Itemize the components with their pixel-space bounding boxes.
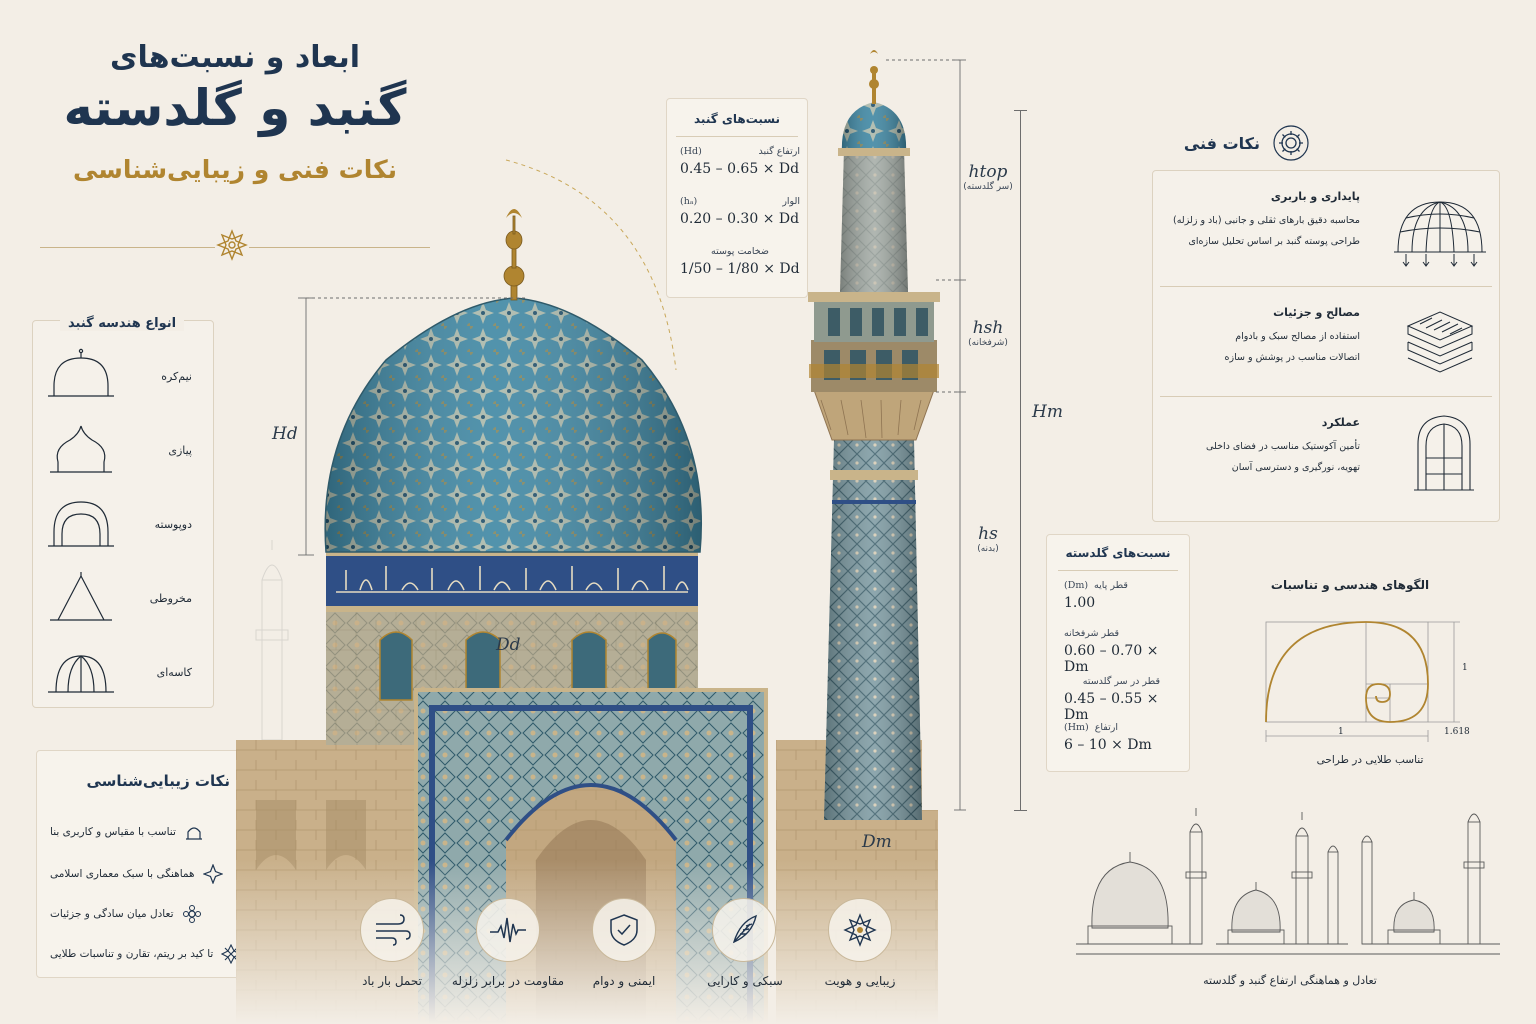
tech-item-line: استفاده از مصالح سبک و بادوام <box>1235 331 1360 342</box>
tech-item-line: طراحی پوسته گنبد بر اساس تحلیل سازه‌ای <box>1188 236 1360 247</box>
seismic-wave-icon <box>488 912 528 948</box>
minaret-ratio-row <box>1064 580 1180 611</box>
dome-type-row <box>40 644 210 704</box>
bowl-dome-icon <box>46 644 116 700</box>
golden-label-1: 1 <box>1462 663 1468 673</box>
feature-circle <box>476 898 540 962</box>
dome-types-title: انواع هندسه گنبد <box>60 316 184 331</box>
aesthetics-title: نکات زیبایی‌شناسی <box>86 772 230 790</box>
ratio-symbol: (Dm) <box>1064 580 1089 591</box>
onion-dome-icon <box>46 422 116 478</box>
feature-label: ایمنی و دوام <box>592 974 656 988</box>
aesthetic-item-label: تناسب با مقیاس و کاربری بنا <box>50 826 176 838</box>
htop-symbol: htop <box>968 162 1008 182</box>
feather-icon <box>726 912 762 948</box>
tech-item <box>1160 416 1360 473</box>
dd-label: Dd <box>496 635 521 655</box>
feature-label: سبکی و کارایی <box>707 974 783 988</box>
ratio-label: ضخامت پوسته <box>710 246 769 257</box>
dome-ratio-row <box>680 246 800 277</box>
dome-ratio-row <box>680 146 800 177</box>
ratio-formula: 0.45 – 0.55 × Dm <box>1064 691 1159 723</box>
hm-dimension-line <box>1020 110 1021 810</box>
tech-item-heading: عملکرد <box>1321 416 1360 429</box>
hm-tick-bottom <box>1014 810 1027 811</box>
hs-label <box>960 524 1016 554</box>
ratio-label: الوار <box>782 196 800 207</box>
ratio-formula: 1.00 <box>1064 595 1096 611</box>
technical-title: نکات فنی <box>1183 133 1260 153</box>
aesthetic-item-label: تعادل میان سادگی و جزئیات <box>50 908 174 920</box>
dm-label: Dm <box>862 832 892 852</box>
ratio-label: قطر پایه <box>1094 580 1128 591</box>
golden-label-1b: 1 <box>1338 727 1344 737</box>
dome-ratio-divider <box>676 136 798 137</box>
minaret-ratio-row <box>1064 676 1180 723</box>
hs-sub: (بدنه) <box>977 544 999 554</box>
tech-divider <box>1160 396 1492 397</box>
title-top: ابعاد و نسبت‌های <box>109 40 361 75</box>
feature-label: تحمل بار باد <box>362 974 422 988</box>
tech-item <box>1160 306 1360 363</box>
tech-item <box>1160 190 1360 247</box>
golden-spiral-diagram <box>1256 612 1476 752</box>
dome-type-label: نیم‌کره <box>161 370 192 383</box>
dome-type-row <box>40 422 210 482</box>
double-shell-dome-icon <box>46 496 116 552</box>
ratio-symbol: (Hd) <box>680 146 702 157</box>
htop-label <box>960 162 1016 192</box>
balance-sketch <box>1072 802 1504 962</box>
ratio-symbol: (hₐ) <box>680 196 698 207</box>
hm-label: Hm <box>1032 402 1063 422</box>
feature-label: مقاومت در برابر زلزله <box>451 974 565 988</box>
dome-type-row <box>40 496 210 556</box>
dome-type-row <box>40 570 210 630</box>
hemisphere-dome-icon <box>46 348 116 404</box>
ratio-label: قطر شرفخانه <box>1064 628 1120 639</box>
hm-tick-top <box>1014 110 1027 111</box>
material-layers-icon <box>1402 306 1478 380</box>
ratio-symbol: (Hm) <box>1064 722 1089 733</box>
ratio-label: ارتفاع <box>1094 722 1118 733</box>
ratio-label: قطر در سر گلدسته <box>1082 676 1160 687</box>
aesthetic-item-label: هماهنگی با سبک معماری اسلامی <box>50 868 195 880</box>
ratio-formula: 0.60 – 0.70 × Dm <box>1064 643 1159 675</box>
tech-item-line: تهویه، نورگیری و دسترسی آسان <box>1231 462 1360 473</box>
wind-icon <box>372 912 412 948</box>
page-subtitle: نکات فنی و زیبایی‌شناسی <box>72 155 398 184</box>
dome-type-label: مخروطی <box>149 592 192 605</box>
ratio-label: ارتفاع گنبد <box>758 146 800 157</box>
technical-header <box>1170 124 1310 162</box>
hs-symbol: hs <box>978 524 998 544</box>
aesthetic-item-label: تا کید بر ریتم، تقارن و تناسبات طلایی <box>50 948 214 960</box>
tech-item-line: تأمین آکوستیک مناسب در فضای داخلی <box>1206 441 1360 452</box>
conical-dome-icon <box>46 570 116 626</box>
hd-label: Hd <box>272 424 298 444</box>
minaret-ratio-row <box>1064 628 1180 675</box>
dome-type-label: کاسه‌ای <box>156 666 192 679</box>
minaret-ratio-divider <box>1058 570 1178 571</box>
tech-divider <box>1160 286 1492 287</box>
arched-window-icon <box>1414 414 1474 494</box>
balance-caption: تعادل و هماهنگی ارتفاع گنبد و گلدسته <box>1203 974 1377 987</box>
dome-ratio-row <box>680 196 800 227</box>
star-ornament-icon <box>842 912 878 948</box>
minaret-ratios-title: نسبت‌های گلدسته <box>1065 546 1171 560</box>
hsh-sub: (شرفخانه) <box>968 338 1008 348</box>
golden-label-1618: 1.618 <box>1444 727 1470 737</box>
feature-circle <box>360 898 424 962</box>
dome-type-label: دوپوسته <box>154 518 192 531</box>
shield-check-icon <box>606 912 642 948</box>
flower-icon <box>182 904 202 924</box>
tech-item-heading: مصالح و جزئیات <box>1273 306 1360 319</box>
minaret-ratio-row <box>1064 722 1180 753</box>
ratio-formula: 0.20 – 0.30 × Dd <box>680 211 800 227</box>
golden-caption: تناسب طلایی در طراحی <box>1316 754 1424 766</box>
htop-sub: (سر گلدسته) <box>963 182 1013 192</box>
ratio-formula: 0.45 – 0.65 × Dd <box>680 161 800 177</box>
tech-item-line: اتصالات مناسب در پوشش و سازه <box>1224 352 1360 363</box>
ratio-formula: 6 – 10 × Dm <box>1064 737 1152 753</box>
hsh-symbol: hsh <box>972 318 1004 338</box>
feature-circle <box>712 898 776 962</box>
feature-circle <box>828 898 892 962</box>
pavilion-icon <box>184 822 204 842</box>
feature-label: زیبایی و هویت <box>824 974 896 988</box>
dome-ratios-title: نسبت‌های گنبد <box>693 112 781 126</box>
mosque-illustration <box>236 40 1016 1024</box>
gear-icon <box>1272 124 1310 162</box>
feature-circle <box>592 898 656 962</box>
tech-item-line: محاسبه دقیق بارهای ثقلی و جانبی (باد و زلزله) <box>1173 215 1360 226</box>
dome-structure-icon <box>1392 196 1488 272</box>
star-ornament-icon <box>203 864 223 884</box>
golden-title: الگوهای هندسی و تناسبات <box>1270 578 1430 592</box>
dome-type-row <box>40 348 210 408</box>
page-title: گنبد و گلدسته <box>63 79 407 137</box>
ratio-formula: 1/50 – 1/80 × Dd <box>680 261 800 277</box>
hsh-label <box>960 318 1016 348</box>
tech-item-heading: پایداری و باربری <box>1270 190 1360 203</box>
dome-type-label: پیازی <box>168 444 192 457</box>
